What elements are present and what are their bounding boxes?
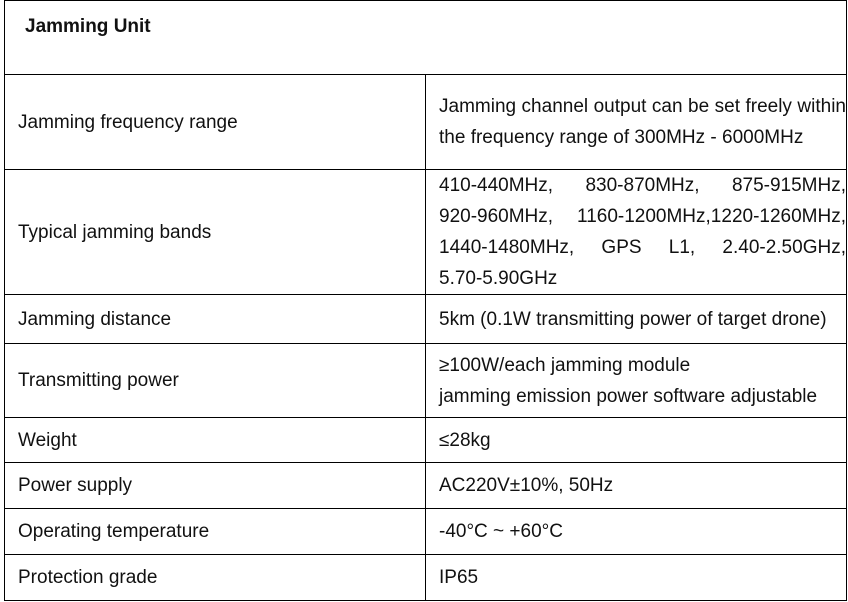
row-label: Operating temperature (5, 509, 426, 555)
spec-table (4, 0, 847, 601)
band-item: 2.40-2.50GHz, (722, 237, 846, 258)
row-value-line: jamming emission power software adjustable (439, 385, 818, 407)
bands-line (439, 263, 846, 294)
table-row (5, 295, 847, 344)
band-item: 875-915MHz, (731, 175, 846, 196)
row-value-text: ≤28kg (439, 429, 491, 451)
row-label: Jamming distance (5, 295, 426, 344)
row-label: Protection grade (5, 555, 426, 601)
row-value-text: AC220V±10%, 50Hz (439, 475, 614, 496)
row-value (426, 418, 847, 463)
row-value-text: -40°C ~ +60°C (439, 521, 563, 542)
table-row (5, 418, 847, 463)
bands-line (439, 201, 846, 232)
row-value (426, 509, 847, 555)
row-label: Typical jamming bands (5, 170, 426, 295)
band-item: 1440-1480MHz, (439, 237, 575, 258)
band-item: L1, (668, 237, 696, 258)
row-value-text: IP65 (439, 567, 479, 588)
band-item: 5.70-5.90GHz (439, 268, 558, 289)
row-label: Power supply (5, 463, 426, 509)
bands-line (439, 232, 846, 263)
table-row (5, 75, 847, 170)
table-row (5, 509, 847, 555)
row-value (426, 344, 847, 418)
band-item: 920-960MHz, (439, 206, 554, 227)
table-row (5, 170, 847, 295)
row-value (426, 555, 847, 601)
row-value (426, 75, 847, 170)
band-item: 410-440MHz, (439, 175, 554, 196)
table-row (5, 463, 847, 509)
row-value-line: ≥100W/each jamming module (439, 354, 691, 376)
row-label: Transmitting power (5, 344, 426, 418)
row-label: Jamming frequency range (5, 75, 426, 170)
bands-line (439, 170, 846, 201)
row-value (426, 295, 847, 344)
row-value (426, 170, 847, 295)
band-item: 830-870MHz, (585, 175, 700, 196)
table-header-cell (5, 1, 847, 75)
band-item: GPS (601, 237, 642, 258)
table-row (5, 344, 847, 418)
table-title: Jamming Unit (25, 16, 151, 37)
row-value (426, 463, 847, 509)
band-item: 1160-1200MHz,1220-1260MHz, (577, 206, 846, 227)
table-row (5, 555, 847, 601)
row-label: Weight (5, 418, 426, 463)
table-header-row (5, 1, 847, 75)
row-value-text: 5km (0.1W transmitting power of target drone) (439, 308, 827, 330)
row-value-text: Jamming channel output can be set freely within the frequency range of 300MHz - 6000MHz (439, 96, 846, 148)
